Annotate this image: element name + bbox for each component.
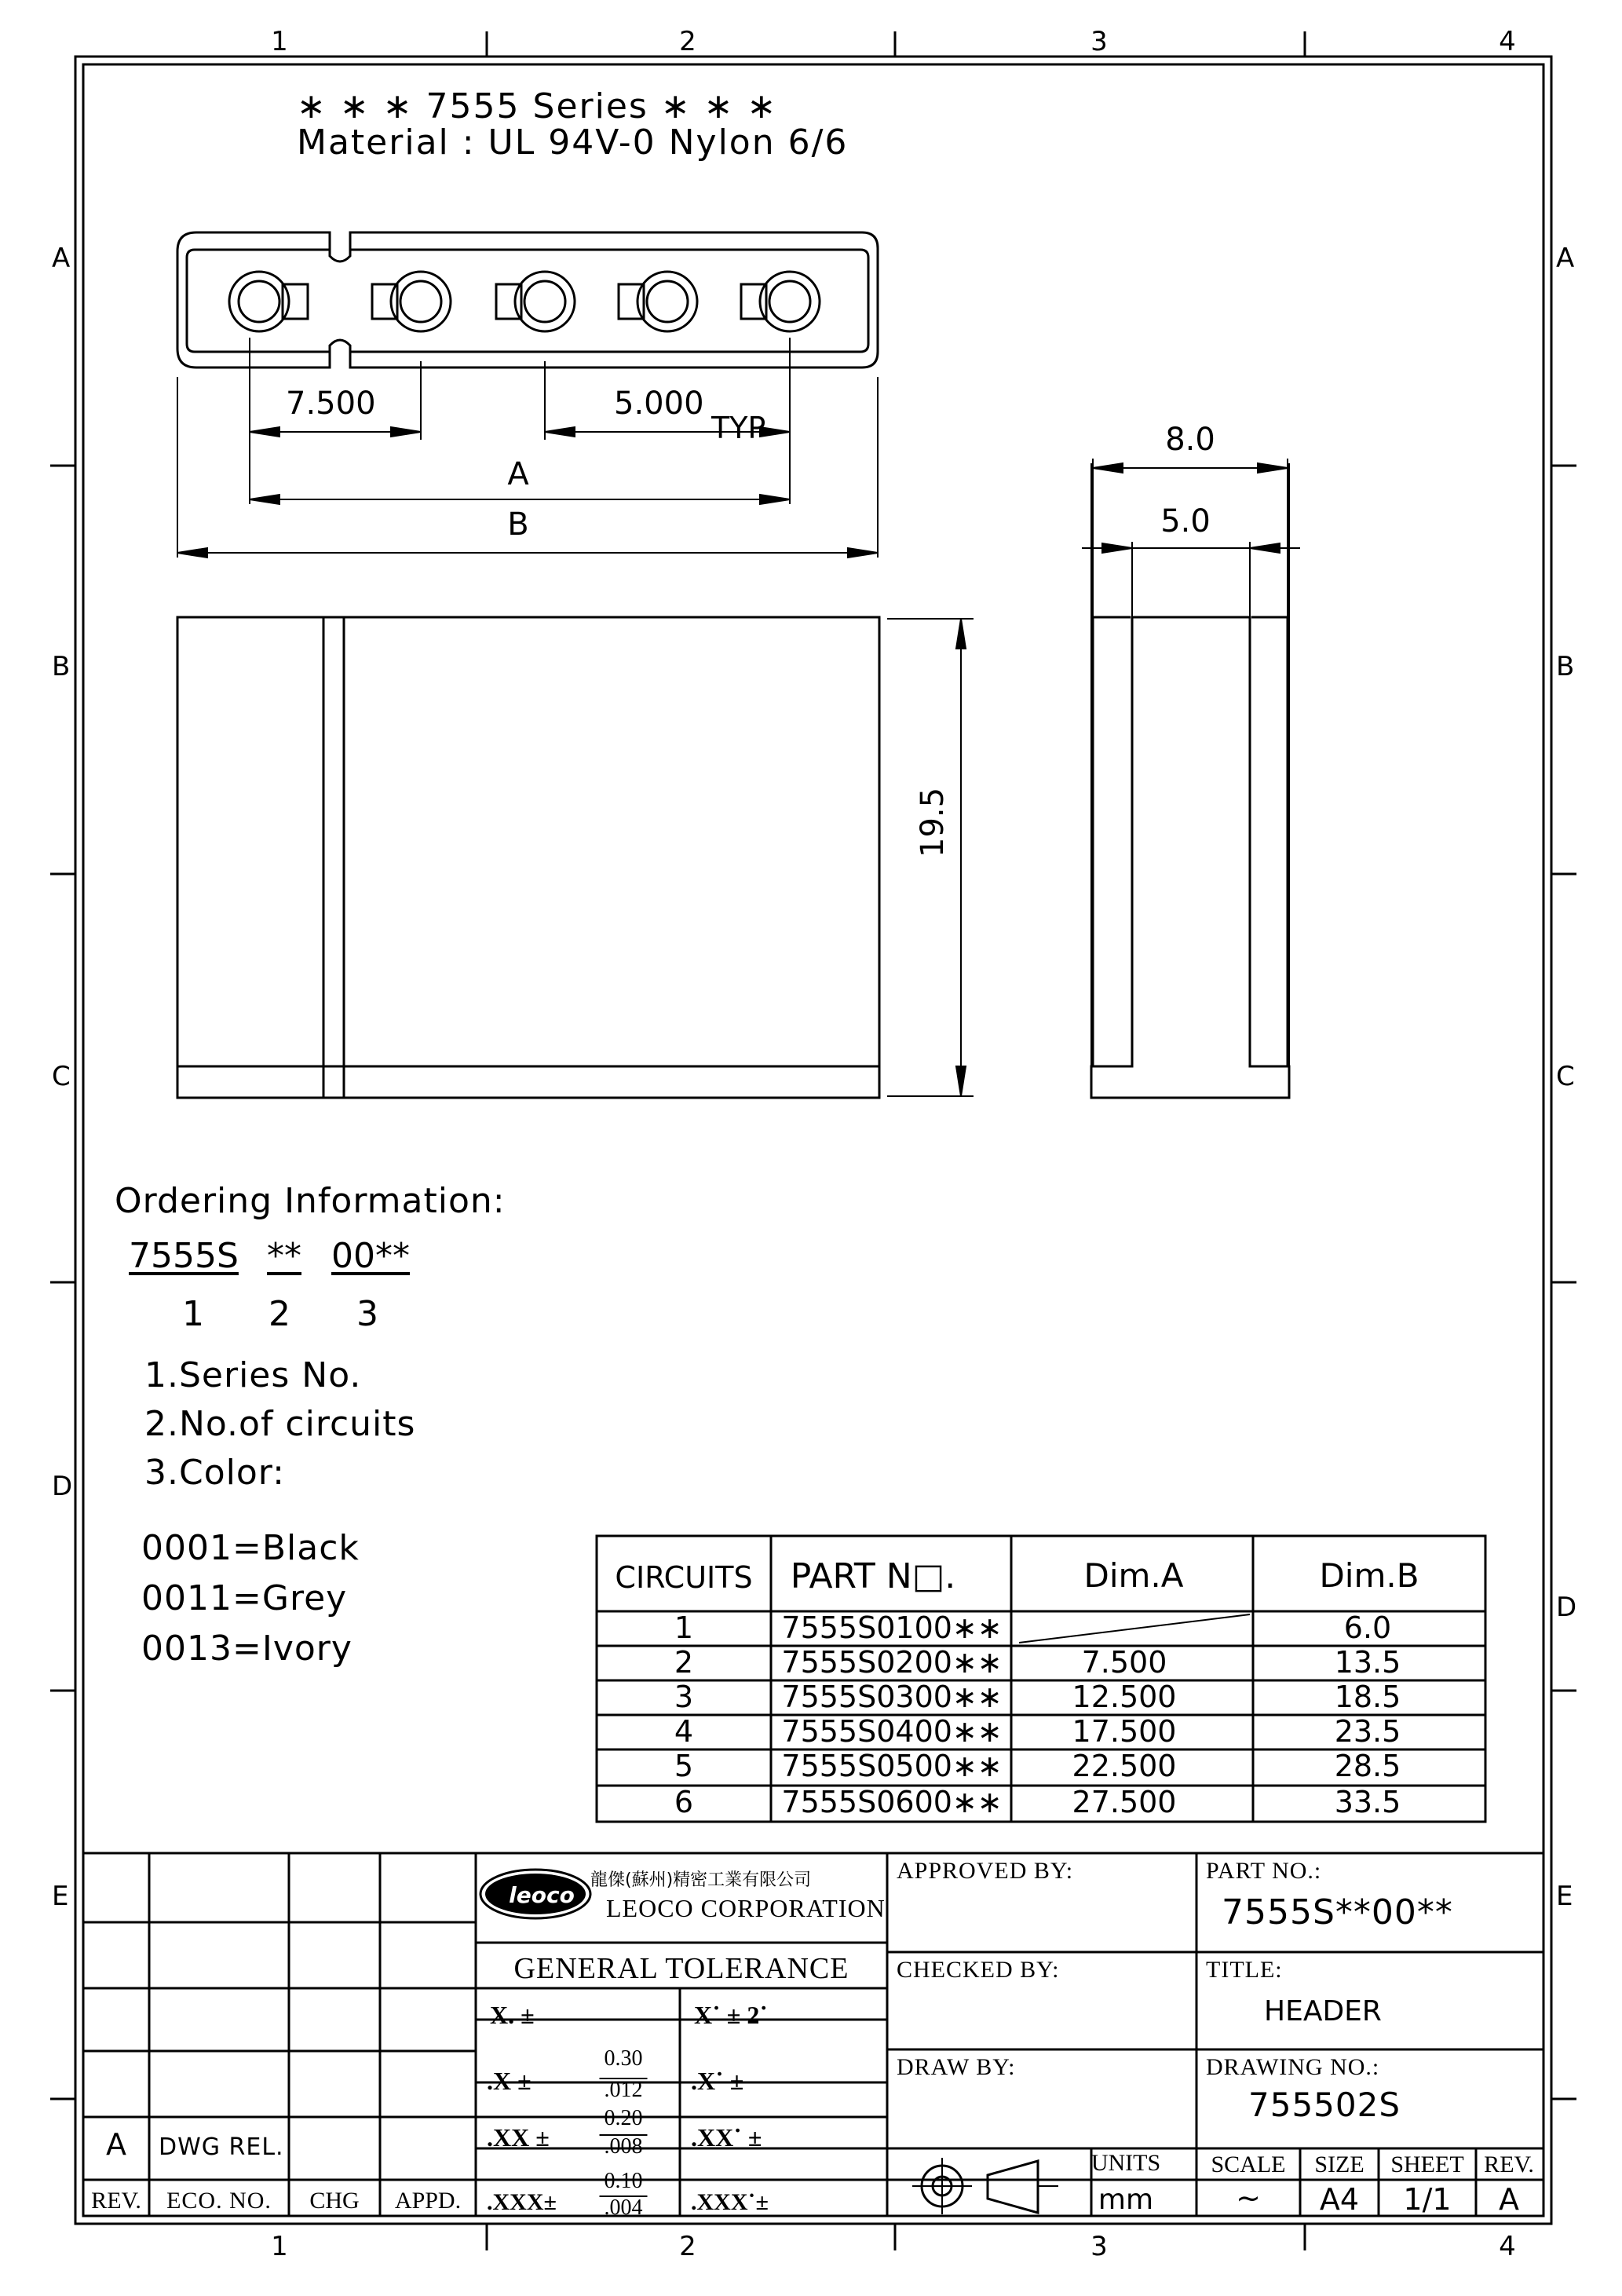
color-black: 0001=Black — [141, 1528, 360, 1568]
table-cell-part-no: 7555S0300∗∗ — [781, 1680, 1003, 1714]
order-index-3: 3 — [356, 1294, 378, 1334]
table-cell-dim-a: 7.500 — [1081, 1645, 1167, 1680]
dim-height: 19.5 — [915, 787, 951, 857]
ordering-title: Ordering Information: — [115, 1181, 506, 1221]
approved-by-label: APPROVED BY: — [897, 1858, 1074, 1884]
legend-series: 1.Series No. — [144, 1355, 362, 1395]
tol-linear-dot-xx-mm: 0.20 — [604, 2106, 643, 2130]
rev-table-header-chg: CHG — [309, 2188, 360, 2214]
tol-angular-x: X˙ ± 2˙ — [694, 2001, 768, 2029]
front-view — [177, 617, 879, 1098]
zone-row-e-right: E — [1556, 1881, 1573, 1912]
zone-col-4-top: 4 — [1499, 26, 1516, 57]
zone-col-2-top: 2 — [679, 26, 696, 57]
zone-col-4-bottom: 4 — [1499, 2231, 1516, 2262]
sheet-value: 1/1 — [1403, 2182, 1452, 2217]
table-cell-circuits: 5 — [674, 1749, 694, 1783]
rev-table-header-rev: REV. — [91, 2188, 141, 2214]
order-code-color: 00** — [331, 1236, 410, 1276]
general-tolerance-label: GENERAL TOLERANCE — [513, 1952, 849, 1985]
scale-label: SCALE — [1211, 2152, 1286, 2177]
color-grey: 0011=Grey — [141, 1578, 348, 1618]
tol-linear-x: X. ± — [490, 2001, 535, 2029]
table-cell-circuits: 6 — [674, 1785, 694, 1819]
table-header-part-no: PART N□. — [790, 1556, 956, 1596]
table-cell-part-no: 7555S0200∗∗ — [781, 1645, 1003, 1680]
rev-value: A — [1499, 2182, 1519, 2217]
side-view — [1091, 463, 1289, 1098]
pin-3 — [496, 272, 575, 331]
dim-typ-label: TYP — [711, 411, 766, 445]
material-spec: Material : UL 94V-0 Nylon 6/6 — [297, 122, 849, 163]
dim-pitch-first: 7.500 — [286, 386, 376, 422]
sheet-label: SHEET — [1390, 2152, 1464, 2177]
table-cell-dim-b: 6.0 — [1343, 1610, 1392, 1645]
table-cell-circuits: 2 — [674, 1645, 694, 1680]
checked-by-label: CHECKED BY: — [897, 1957, 1060, 1983]
zone-col-3-top: 3 — [1090, 26, 1108, 57]
table-cell-part-no: 7555S0500∗∗ — [781, 1749, 1003, 1783]
order-code-series: 7555S — [129, 1236, 239, 1276]
tol-linear-dot-x-in: .012 — [600, 2078, 648, 2101]
side-dimensions — [1082, 459, 1300, 620]
rev-row-rev: A — [106, 2127, 126, 2162]
zone-col-1-bottom: 1 — [271, 2231, 288, 2262]
zone-row-e-left: E — [52, 1881, 69, 1912]
table-cell-dim-b: 13.5 — [1334, 1645, 1401, 1680]
zone-col-2-bottom: 2 — [679, 2231, 696, 2262]
leoco-logo-text: leoco — [509, 1882, 575, 1908]
drawing-no-value: 755502S — [1248, 2086, 1401, 2124]
table-cell-dim-a: 17.500 — [1072, 1714, 1177, 1749]
pin-1 — [229, 272, 308, 331]
zone-row-b-left: B — [52, 651, 71, 682]
table-cell-part-no: 7555S0600∗∗ — [781, 1785, 1003, 1819]
series-title: ∗ ∗ ∗ 7555 Series ∗ ∗ ∗ — [297, 86, 778, 126]
tol-linear-dot-xx-in: .008 — [600, 2134, 648, 2158]
size-label: SIZE — [1314, 2152, 1364, 2177]
table-header-dim-a: Dim.A — [1083, 1556, 1184, 1595]
tol-angular-dot-x: .X˙ ± — [691, 2067, 744, 2095]
part-no-label: PART NO.: — [1206, 1858, 1322, 1884]
table-cell-part-no: 7555S0100∗∗ — [781, 1610, 1003, 1645]
tol-linear-dot-x: .X ± — [487, 2067, 532, 2095]
tol-linear-dot-xx: .XX ± — [487, 2123, 550, 2152]
units-label: UNITS — [1090, 2150, 1161, 2176]
rev-label: REV. — [1484, 2152, 1534, 2177]
legend-circuits: 2.No.of circuits — [144, 1404, 416, 1444]
scale-value: ~ — [1236, 2181, 1261, 2215]
zone-row-b-right: B — [1556, 651, 1575, 682]
dim-b-label: B — [507, 506, 529, 543]
pin-2 — [372, 272, 451, 331]
company-name-en: LEOCO CORPORATION — [606, 1894, 886, 1922]
zone-row-c-right: C — [1556, 1061, 1575, 1092]
table-cell-circuits: 1 — [674, 1610, 694, 1645]
zone-row-c-left: C — [52, 1061, 71, 1092]
tol-angular-dot-xx: .XX˙ ± — [691, 2123, 762, 2152]
zone-col-3-bottom: 3 — [1090, 2231, 1108, 2262]
zone-row-d-left: D — [52, 1471, 73, 1502]
zone-row-a-right: A — [1556, 243, 1575, 274]
title-label: TITLE: — [1206, 1957, 1283, 1983]
zone-row-a-left: A — [52, 243, 71, 274]
tol-linear-dot-xxx-in: .004 — [600, 2195, 648, 2219]
units-value: mm — [1098, 2184, 1154, 2216]
drawing-no-label: DRAWING NO.: — [1206, 2054, 1380, 2080]
part-no-value: 7555S**00** — [1222, 1892, 1453, 1932]
rev-table-header-appd: APPD. — [394, 2188, 462, 2214]
size-value: A4 — [1319, 2182, 1360, 2217]
pin-4 — [619, 272, 697, 331]
tol-linear-dot-xxx-mm: 0.10 — [604, 2169, 643, 2193]
dim-a-label: A — [507, 456, 529, 492]
order-index-2: 2 — [269, 1294, 290, 1334]
table-header-circuits: CIRCUITS — [615, 1560, 753, 1595]
legend-color: 3.Color: — [144, 1453, 285, 1493]
color-ivory: 0013=Ivory — [141, 1629, 353, 1669]
draw-by-label: DRAW BY: — [897, 2054, 1016, 2080]
rev-row-eco: DWG REL. — [159, 2133, 284, 2161]
table-cell-dim-a: 12.500 — [1072, 1680, 1177, 1714]
table-cell-dim-b: 28.5 — [1334, 1749, 1401, 1783]
table-header-dim-b: Dim.B — [1319, 1556, 1419, 1595]
zone-col-1-top: 1 — [271, 26, 288, 57]
title-value: HEADER — [1264, 1995, 1382, 2027]
height-dimension — [887, 619, 974, 1096]
table-cell-dim-a: 27.500 — [1072, 1785, 1177, 1819]
rev-table-header-eco: ECO. NO. — [166, 2188, 272, 2214]
table-cell-dim-a: 22.500 — [1072, 1749, 1177, 1783]
zone-row-d-right: D — [1556, 1592, 1577, 1623]
order-index-1: 1 — [182, 1294, 204, 1334]
dim-width-outer: 8.0 — [1165, 422, 1215, 458]
dim-width-inner: 5.0 — [1160, 503, 1211, 539]
table-cell-dim-b: 33.5 — [1334, 1785, 1401, 1819]
tol-linear-dot-xxx: .XXX± — [487, 2189, 557, 2215]
pin-row — [229, 272, 820, 331]
tol-angular-dot-xxx: .XXX˙± — [691, 2189, 769, 2215]
company-name-cn: 龍傑(蘇州)精密工業有限公司 — [590, 1870, 812, 1890]
table-cell-dim-b: 23.5 — [1334, 1714, 1401, 1749]
pin-5 — [741, 272, 820, 331]
tol-linear-dot-x-mm: 0.30 — [604, 2046, 643, 2071]
dim-pitch-typ: 5.000 — [614, 386, 704, 422]
order-code-circuits: ** — [267, 1236, 301, 1276]
table-cell-dim-b: 18.5 — [1334, 1680, 1401, 1714]
table-cell-part-no: 7555S0400∗∗ — [781, 1714, 1003, 1749]
projection-symbol-icon — [912, 2158, 1058, 2214]
table-cell-circuits: 4 — [674, 1714, 694, 1749]
table-cell-circuits: 3 — [674, 1680, 694, 1714]
